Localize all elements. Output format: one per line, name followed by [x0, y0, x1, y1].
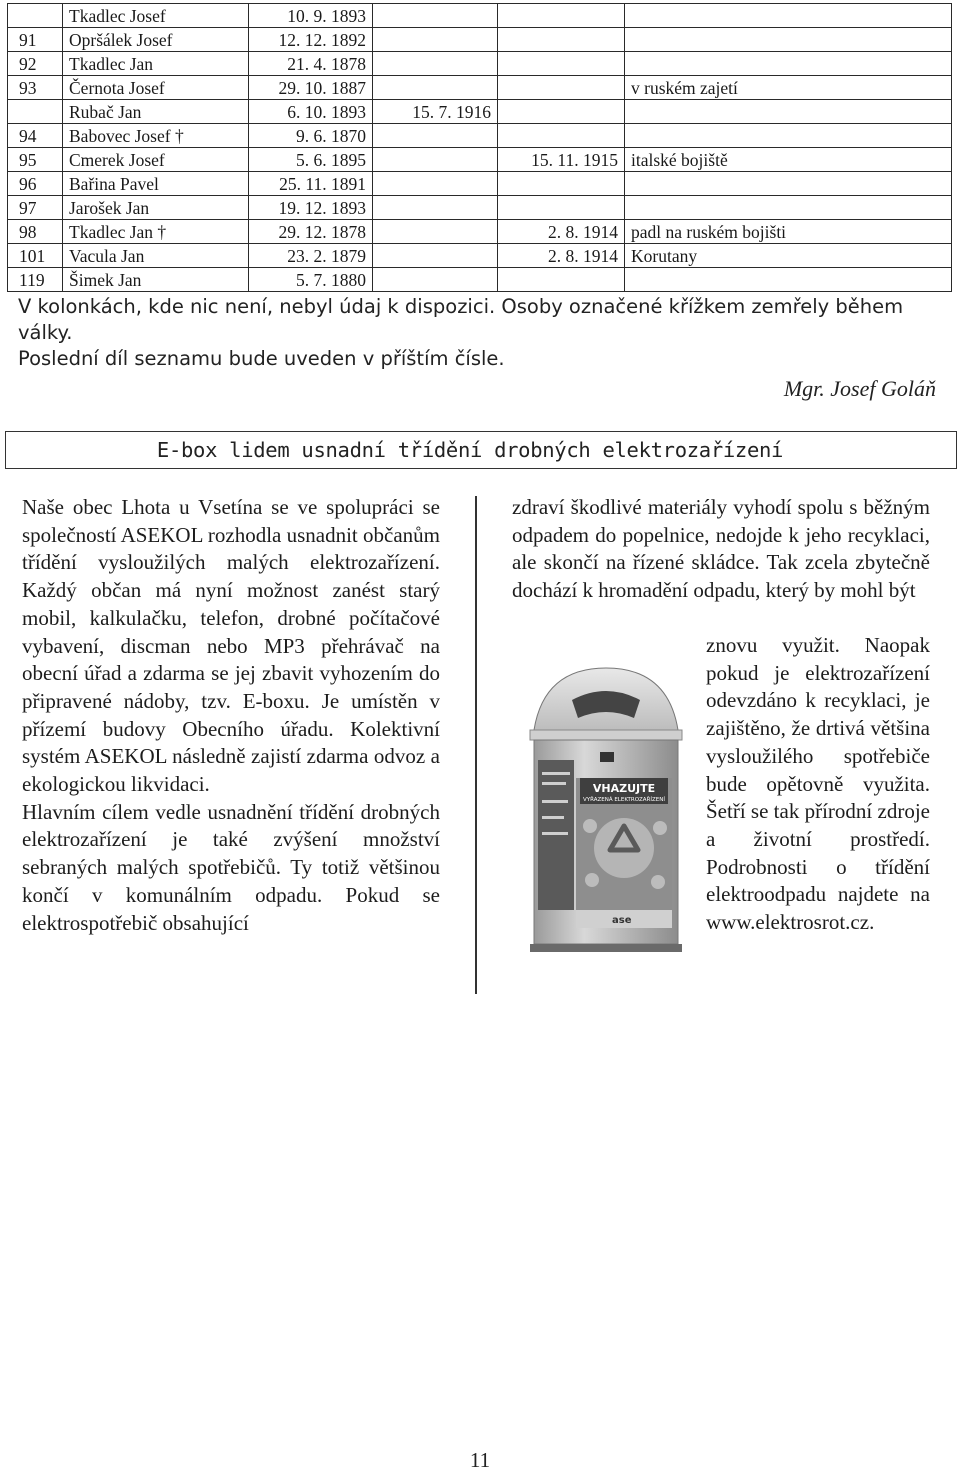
cell-date2: 2. 8. 1914: [498, 244, 625, 268]
cell-born: 29. 10. 1887: [249, 76, 373, 100]
table-row: [8, 148, 952, 172]
cell-date1: [373, 268, 498, 292]
cell-date1: [373, 76, 498, 100]
cell-num: 101: [8, 244, 63, 268]
table-row: [8, 220, 952, 244]
cell-num: [8, 4, 63, 28]
table-row: [8, 28, 952, 52]
cell-num: 91: [8, 28, 63, 52]
cell-date1: [373, 148, 498, 172]
cell-name: Opršálek Josef: [63, 28, 249, 52]
cell-name: Tkadlec Jan: [63, 52, 249, 76]
article-right-narrow-text: znovu využit. Naopak pokud je elektrozařízení odevzdáno k recyklaci, je zajištěno, že drtivá většina vysloužilého spotřebiče bude opětovně využita. Šetří se tak přírodní zdroje a životní prostředí. Podrobnosti o třídění elektroodpadu najdete na www.elektrosrot.cz.: [706, 633, 930, 935]
table-row: [8, 268, 952, 292]
cell-name: Tkadlec Jan †: [63, 220, 249, 244]
cell-note: [625, 172, 952, 196]
cell-born: 10. 9. 1893: [249, 4, 373, 28]
page-number: 11: [469, 1448, 491, 1472]
cell-born: 23. 2. 1879: [249, 244, 373, 268]
cell-num: [8, 100, 63, 124]
cell-name: Černota Josef: [63, 76, 249, 100]
table-row: [8, 100, 952, 124]
cell-born: 21. 4. 1878: [249, 52, 373, 76]
article-right-column-top: [512, 494, 930, 605]
cell-note: Korutany: [625, 244, 952, 268]
cell-date1: [373, 4, 498, 28]
cell-date2: [498, 172, 625, 196]
cell-date2: [498, 28, 625, 52]
cell-note: [625, 100, 952, 124]
ebox-banner-subtext: VYŘAZENÁ ELEKTROZAŘÍZENÍ: [582, 797, 666, 803]
article-left-column: [22, 494, 440, 937]
ebox-banner-text: VHAZUJTE: [592, 782, 656, 795]
cell-born: 19. 12. 1893: [249, 196, 373, 220]
cell-date2: [498, 124, 625, 148]
cell-name: Tkadlec Josef: [63, 4, 249, 28]
cell-name: Bařina Pavel: [63, 172, 249, 196]
ebox-container-image: [514, 660, 698, 960]
cell-date2: [498, 268, 625, 292]
cell-num: 94: [8, 124, 63, 148]
article-paragraph-1: Naše obec Lhota u Vsetína se ve spolupráci se společností ASEKOL rozhodla usnadnit občanům třídění vysloužilých malých elektrozařízení. Každý občan má nyní možnost zanést starý mobil, kalkulačku, telefon, drobné počítačové vybavení, discman nebo MP3 přehrávač na obecní úřad a zdarma se jej zbavit vyhozením do připravené nádoby, tzv. E-boxu. Je umístěn v přízemí budovy Obecního úřadu. Kolektivní systém ASEKOL následně zajistí zdarma odvoz a ekologickou likvidaci.: [22, 495, 440, 797]
cell-date2: [498, 100, 625, 124]
cell-date1: [373, 196, 498, 220]
cell-note: [625, 196, 952, 220]
cell-date2: 2. 8. 1914: [498, 220, 625, 244]
footnote-line-1: V kolonkách, kde nic není, nebyl údaj k dispozici. Osoby označené křížkem zemřely během války.: [18, 295, 904, 344]
table-row: [8, 244, 952, 268]
cell-note: [625, 124, 952, 148]
cell-date2: [498, 52, 625, 76]
cell-name: Cmerek Josef: [63, 148, 249, 172]
article-right-column-narrow: [706, 632, 930, 937]
roster-table: [7, 3, 952, 292]
cell-name: Jarošek Jan: [63, 196, 249, 220]
roster-table-body: [8, 4, 952, 292]
article-headline: [6, 438, 956, 462]
cell-num: 95: [8, 148, 63, 172]
cell-date2: [498, 76, 625, 100]
table-row: [8, 172, 952, 196]
cell-num: 96: [8, 172, 63, 196]
article-paragraph-2: Hlavním cílem vedle usnadnění třídění drobných elektrozařízení je také zvýšení množství sebraných malých spotřebičů. Ty totiž většinou končí v komunálním odpadu. Pokud se elektrospotřebič obsahující: [22, 799, 440, 935]
table-footnote: [18, 294, 938, 372]
cell-date1: [373, 220, 498, 244]
cell-note: padl na ruském bojišti: [625, 220, 952, 244]
cell-date2: 15. 11. 1915: [498, 148, 625, 172]
cell-date1: [373, 124, 498, 148]
cell-note: v ruském zajetí: [625, 76, 952, 100]
cell-born: 25. 11. 1891: [249, 172, 373, 196]
cell-note: [625, 4, 952, 28]
footnote-line-2: Poslední díl seznamu bude uveden v příštím čísle.: [18, 347, 505, 370]
cell-num: 92: [8, 52, 63, 76]
cell-name: Šimek Jan: [63, 268, 249, 292]
cell-born: 12. 12. 1892: [249, 28, 373, 52]
cell-born: 5. 7. 1880: [249, 268, 373, 292]
cell-num: 93: [8, 76, 63, 100]
cell-num: 98: [8, 220, 63, 244]
cell-note: [625, 52, 952, 76]
cell-date1: [373, 244, 498, 268]
cell-note: [625, 28, 952, 52]
table-row: [8, 52, 952, 76]
article-headline-text: E-box lidem usnadní třídění drobných elektrozařízení: [156, 438, 784, 462]
article-headline-box: [5, 431, 957, 469]
ebox-logo-text: ase: [612, 915, 632, 926]
article-right-top-text: zdraví škodlivé materiály vyhodí spolu s běžným odpadem do popelnice, nedojde k jeho recyklaci, ale skončí na řízené skládce. Tak zcela zbytečně dochází k hromadění odpadu, který by mohl být: [512, 495, 930, 603]
table-row: [8, 4, 952, 28]
cell-born: 6. 10. 1893: [249, 100, 373, 124]
cell-date2: [498, 4, 625, 28]
author-signature: Mgr. Josef Goláň: [783, 376, 936, 401]
table-row: [8, 124, 952, 148]
cell-num: 119: [8, 268, 63, 292]
cell-born: 5. 6. 1895: [249, 148, 373, 172]
table-row: [8, 196, 952, 220]
cell-date1: [373, 52, 498, 76]
table-row: [8, 76, 952, 100]
cell-name: Vacula Jan: [63, 244, 249, 268]
cell-note: [625, 268, 952, 292]
cell-date1: 15. 7. 1916: [373, 100, 498, 124]
cell-born: 9. 6. 1870: [249, 124, 373, 148]
cell-date2: [498, 196, 625, 220]
cell-name: Babovec Josef †: [63, 124, 249, 148]
cell-note: italské bojiště: [625, 148, 952, 172]
cell-born: 29. 12. 1878: [249, 220, 373, 244]
cell-date1: [373, 28, 498, 52]
column-divider: [475, 496, 477, 994]
cell-date1: [373, 172, 498, 196]
cell-num: 97: [8, 196, 63, 220]
cell-name: Rubač Jan: [63, 100, 249, 124]
